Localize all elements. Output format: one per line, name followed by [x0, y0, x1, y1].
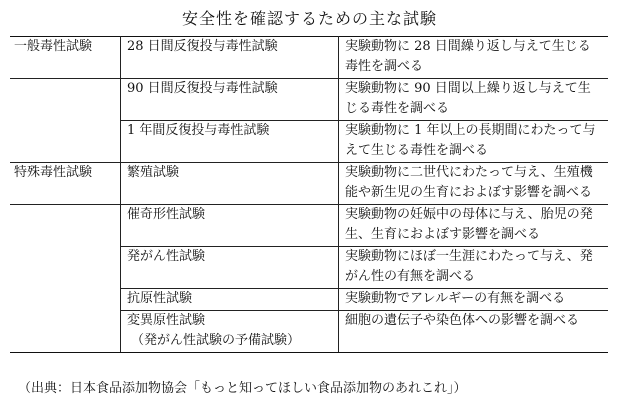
category-cell	[10, 311, 121, 353]
safety-tests-table	[10, 36, 608, 353]
test-name-cell	[121, 311, 339, 353]
test-name-subtext: （発がん性試験の予備試験）	[131, 333, 301, 348]
document-title: 安全性を確認するための主な試験	[181, 9, 437, 28]
category-cell: 一般毒性試験	[10, 37, 121, 79]
category-cell	[10, 205, 121, 247]
description-cell: 実験動物にほぼ一生涯にわたって与え、発がん性の有無を調べる	[339, 247, 609, 289]
source-citation: （出典：日本食品添加物協会「もっと知ってほしい食品添加物のあれこれ」）	[18, 381, 467, 396]
table-row	[10, 311, 608, 353]
description-cell: 実験動物の妊娠中の母体に与え、胎児の発生、生育におよぼす影響を調べる	[339, 205, 609, 247]
test-name-cell: 抗原性試験	[121, 289, 339, 311]
table-row	[10, 289, 608, 311]
table-row	[10, 247, 608, 289]
test-name-cell: 繁殖試験	[121, 163, 339, 205]
category-cell: 特殊毒性試験	[10, 163, 121, 205]
table-row	[10, 79, 608, 121]
category-cell	[10, 289, 121, 311]
description-cell: 実験動物に二世代にわたって与え、生殖機能や新生児の生育におよぼす影響を調べる	[339, 163, 609, 205]
table-row	[10, 37, 608, 79]
description-cell: 細胞の遺伝子や染色体への影響を調べる	[339, 311, 609, 353]
table-row	[10, 205, 608, 247]
test-name-cell: 28 日間反復投与毒性試験	[121, 37, 339, 79]
description-cell: 実験動物に 28 日間繰り返し与えて生じる毒性を調べる	[339, 37, 609, 79]
table-row	[10, 163, 608, 205]
description-cell: 実験動物でアレルギーの有無を調べる	[339, 289, 609, 311]
test-name-cell: 発がん性試験	[121, 247, 339, 289]
category-cell	[10, 247, 121, 289]
category-cell	[10, 121, 121, 163]
description-cell: 実験動物に 90 日間以上繰り返し与えて生じる毒性を調べる	[339, 79, 609, 121]
test-name-cell: 1 年間反復投与毒性試験	[121, 121, 339, 163]
category-cell	[10, 79, 121, 121]
table-row	[10, 121, 608, 163]
test-name-cell: 催奇形性試験	[121, 205, 339, 247]
test-name-cell: 90 日間反復投与毒性試験	[121, 79, 339, 121]
test-name-text: 変異原性試験	[127, 313, 206, 328]
description-cell: 実験動物に 1 年以上の長期間にわたって与えて生じる毒性を調べる	[339, 121, 609, 163]
